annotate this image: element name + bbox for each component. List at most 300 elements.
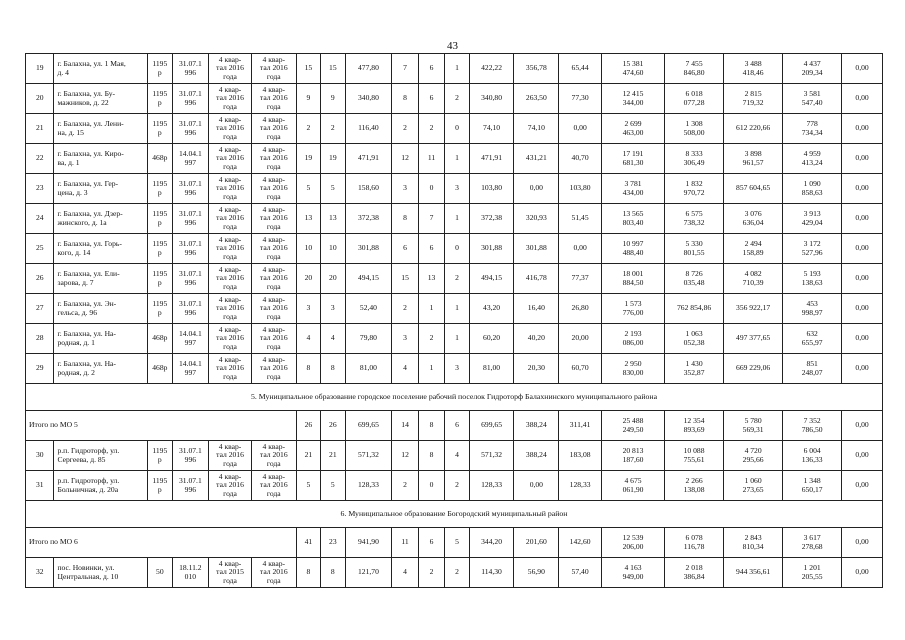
cell-year: 1195 р xyxy=(148,174,172,204)
cell-c1: 15 xyxy=(296,54,320,84)
cell-area: 121,70 xyxy=(345,558,392,588)
cell-year: 1195 р xyxy=(148,471,172,501)
cell-p1: 2 xyxy=(392,294,418,324)
total-cell-s4: 7 352 786,50 xyxy=(783,411,842,441)
cell-area: 52,40 xyxy=(345,294,392,324)
cell-c2: 21 xyxy=(321,441,345,471)
cell-q2: 4 квар- тал 2016 года xyxy=(251,441,296,471)
total-cell-a1: 699,65 xyxy=(469,411,514,441)
cell-p1: 12 xyxy=(392,144,418,174)
cell-c2: 8 xyxy=(321,354,345,384)
total-cell-s1: 25 488 249,50 xyxy=(601,411,664,441)
cell-p1: 8 xyxy=(392,204,418,234)
cell-s1: 15 381 474,60 xyxy=(601,54,664,84)
cell-date: 31.07.1 996 xyxy=(172,84,209,114)
cell-c1: 8 xyxy=(296,354,320,384)
cell-p3: 2 xyxy=(445,84,469,114)
cell-a2: 20,30 xyxy=(514,354,559,384)
table-row xyxy=(26,144,883,174)
cell-a2: 416,78 xyxy=(514,264,559,294)
cell-s2: 2 018 386,84 xyxy=(665,558,724,588)
cell-s4: 6 004 136,33 xyxy=(783,441,842,471)
cell-q2: 4 квар- тал 2016 года xyxy=(251,114,296,144)
cell-s3: 2 494 158,89 xyxy=(724,234,783,264)
cell-s5: 0,00 xyxy=(842,324,883,354)
table-row xyxy=(26,558,883,588)
cell-c1: 13 xyxy=(296,204,320,234)
cell-p2: 2 xyxy=(418,114,444,144)
cell-c1: 21 xyxy=(296,441,320,471)
cell-q1: 4 квар- тал 2016 года xyxy=(209,144,252,174)
cell-date: 14.04.1 997 xyxy=(172,324,209,354)
cell-s1: 20 813 187,60 xyxy=(601,441,664,471)
cell-s3: 1 060 273,65 xyxy=(724,471,783,501)
cell-s5: 0,00 xyxy=(842,174,883,204)
cell-date: 31.07.1 996 xyxy=(172,441,209,471)
resettlement-table xyxy=(25,53,883,588)
cell-p3: 2 xyxy=(445,558,469,588)
cell-s2: 5 330 801,55 xyxy=(665,234,724,264)
cell-c1: 5 xyxy=(296,471,320,501)
cell-s1: 2 950 830,00 xyxy=(601,354,664,384)
cell-a1: 471,91 xyxy=(469,144,514,174)
cell-area: 477,80 xyxy=(345,54,392,84)
cell-q2: 4 квар- тал 2016 года xyxy=(251,354,296,384)
cell-c2: 2 xyxy=(321,114,345,144)
cell-p3: 0 xyxy=(445,234,469,264)
cell-c2: 5 xyxy=(321,471,345,501)
cell-p1: 2 xyxy=(392,471,418,501)
cell-s3: 4 082 710,39 xyxy=(724,264,783,294)
total-cell-a2: 201,60 xyxy=(514,528,559,558)
cell-s1: 2 699 463,00 xyxy=(601,114,664,144)
cell-a2: 56,90 xyxy=(514,558,559,588)
cell-p3: 3 xyxy=(445,174,469,204)
cell-q1: 4 квар- тал 2016 года xyxy=(209,234,252,264)
cell-year: 468р xyxy=(148,144,172,174)
table-row xyxy=(26,174,883,204)
cell-s1: 3 781 434,00 xyxy=(601,174,664,204)
cell-n: 22 xyxy=(26,144,54,174)
total-cell-s3: 5 780 569,31 xyxy=(724,411,783,441)
cell-q1: 4 квар- тал 2016 года xyxy=(209,204,252,234)
cell-p1: 7 xyxy=(392,54,418,84)
cell-p2: 8 xyxy=(418,441,444,471)
cell-n: 30 xyxy=(26,441,54,471)
cell-p2: 6 xyxy=(418,234,444,264)
cell-s4: 1 201 205,55 xyxy=(783,558,842,588)
cell-s3: 3 488 418,46 xyxy=(724,54,783,84)
cell-s4: 4 959 413,24 xyxy=(783,144,842,174)
cell-q1: 4 квар- тал 2016 года xyxy=(209,441,252,471)
cell-date: 18.11.2 010 xyxy=(172,558,209,588)
cell-a1: 494,15 xyxy=(469,264,514,294)
cell-q1: 4 квар- тал 2016 года xyxy=(209,354,252,384)
total-cell-a2: 388,24 xyxy=(514,411,559,441)
cell-s3: 497 377,65 xyxy=(724,324,783,354)
cell-n: 26 xyxy=(26,264,54,294)
cell-area: 128,33 xyxy=(345,471,392,501)
cell-q2: 4 квар- тал 2016 года xyxy=(251,54,296,84)
cell-n: 19 xyxy=(26,54,54,84)
cell-date: 14.04.1 997 xyxy=(172,354,209,384)
total-cell-s1: 12 539 206,00 xyxy=(601,528,664,558)
cell-p2: 7 xyxy=(418,204,444,234)
cell-s5: 0,00 xyxy=(842,354,883,384)
cell-addr: г. Балахна, ул. Гер- цена, д. 3 xyxy=(54,174,148,204)
cell-s5: 0,00 xyxy=(842,234,883,264)
cell-c2: 9 xyxy=(321,84,345,114)
cell-area: 301,88 xyxy=(345,234,392,264)
cell-p2: 2 xyxy=(418,324,444,354)
cell-a2: 431,21 xyxy=(514,144,559,174)
cell-addr: г. Балахна, ул. Бу- мажников, д. 22 xyxy=(54,84,148,114)
cell-s2: 6 018 077,28 xyxy=(665,84,724,114)
table-row xyxy=(26,84,883,114)
cell-addr: г. Балахна, ул. Лени- на, д. 15 xyxy=(54,114,148,144)
cell-area: 494,15 xyxy=(345,264,392,294)
total-cell-p2: 6 xyxy=(418,528,444,558)
cell-a3: 20,00 xyxy=(559,324,602,354)
page-number: 43 xyxy=(447,40,458,52)
cell-area: 79,80 xyxy=(345,324,392,354)
cell-p3: 1 xyxy=(445,204,469,234)
cell-p1: 15 xyxy=(392,264,418,294)
cell-s3: 2 815 719,32 xyxy=(724,84,783,114)
cell-s1: 17 191 681,30 xyxy=(601,144,664,174)
cell-s2: 762 854,86 xyxy=(665,294,724,324)
cell-a1: 60,20 xyxy=(469,324,514,354)
total-cell-p1: 14 xyxy=(392,411,418,441)
cell-n: 27 xyxy=(26,294,54,324)
total-cell-area: 699,65 xyxy=(345,411,392,441)
table-row xyxy=(26,114,883,144)
cell-c1: 4 xyxy=(296,324,320,354)
cell-c1: 2 xyxy=(296,114,320,144)
cell-a3: 40,70 xyxy=(559,144,602,174)
cell-s4: 778 734,34 xyxy=(783,114,842,144)
total-cell-p1: 11 xyxy=(392,528,418,558)
cell-q2: 4 квар- тал 2016 года xyxy=(251,324,296,354)
cell-c1: 5 xyxy=(296,174,320,204)
cell-s4: 4 437 209,34 xyxy=(783,54,842,84)
cell-s4: 3 172 527,96 xyxy=(783,234,842,264)
cell-date: 31.07.1 996 xyxy=(172,234,209,264)
cell-a3: 65,44 xyxy=(559,54,602,84)
cell-n: 23 xyxy=(26,174,54,204)
cell-addr: г. Балахна, ул. Киро- ва, д. 1 xyxy=(54,144,148,174)
cell-a3: 0,00 xyxy=(559,234,602,264)
cell-a1: 340,80 xyxy=(469,84,514,114)
cell-c2: 13 xyxy=(321,204,345,234)
total-cell-a3: 311,41 xyxy=(559,411,602,441)
cell-q1: 4 квар- тал 2016 года xyxy=(209,174,252,204)
cell-a2: 0,00 xyxy=(514,174,559,204)
cell-date: 31.07.1 996 xyxy=(172,204,209,234)
cell-p1: 8 xyxy=(392,84,418,114)
table-row xyxy=(26,441,883,471)
cell-year: 1195 р xyxy=(148,54,172,84)
cell-p3: 0 xyxy=(445,114,469,144)
cell-a2: 356,78 xyxy=(514,54,559,84)
cell-q1: 4 квар- тал 2016 года xyxy=(209,264,252,294)
cell-p3: 1 xyxy=(445,144,469,174)
cell-c2: 15 xyxy=(321,54,345,84)
cell-p2: 13 xyxy=(418,264,444,294)
cell-addr: г. Балахна, ул. На- родная, д. 2 xyxy=(54,354,148,384)
cell-s3: 3 076 636,04 xyxy=(724,204,783,234)
cell-a1: 571,32 xyxy=(469,441,514,471)
cell-q1: 4 квар- тал 2016 года xyxy=(209,294,252,324)
cell-date: 31.07.1 996 xyxy=(172,264,209,294)
cell-c2: 10 xyxy=(321,234,345,264)
cell-a3: 51,45 xyxy=(559,204,602,234)
cell-year: 1195 р xyxy=(148,441,172,471)
cell-s2: 1 308 508,00 xyxy=(665,114,724,144)
cell-s2: 2 266 138,08 xyxy=(665,471,724,501)
cell-addr: пос. Новинки, ул. Центральная, д. 10 xyxy=(54,558,148,588)
cell-a3: 60,70 xyxy=(559,354,602,384)
cell-p2: 11 xyxy=(418,144,444,174)
total-cell-s2: 6 078 116,78 xyxy=(665,528,724,558)
cell-a1: 372,38 xyxy=(469,204,514,234)
total-label: Итого по МО 5 xyxy=(26,411,297,441)
cell-addr: р.п. Гидроторф, ул. Сергеева, д. 85 xyxy=(54,441,148,471)
cell-s3: 857 604,65 xyxy=(724,174,783,204)
cell-q1: 4 квар- тал 2015 года xyxy=(209,558,252,588)
cell-p2: 1 xyxy=(418,354,444,384)
cell-a1: 103,80 xyxy=(469,174,514,204)
cell-date: 31.07.1 996 xyxy=(172,471,209,501)
cell-a1: 81,00 xyxy=(469,354,514,384)
cell-s3: 3 898 961,57 xyxy=(724,144,783,174)
cell-q2: 4 квар- тал 2016 года xyxy=(251,204,296,234)
cell-s2: 1 063 052,38 xyxy=(665,324,724,354)
cell-a3: 128,33 xyxy=(559,471,602,501)
table-body xyxy=(26,54,883,588)
cell-s4: 632 655,97 xyxy=(783,324,842,354)
cell-c1: 9 xyxy=(296,84,320,114)
cell-p2: 0 xyxy=(418,174,444,204)
cell-a3: 77,30 xyxy=(559,84,602,114)
total-cell-s3: 2 843 810,34 xyxy=(724,528,783,558)
total-cell-a1: 344,20 xyxy=(469,528,514,558)
cell-s4: 453 998,97 xyxy=(783,294,842,324)
total-cell-s5: 0,00 xyxy=(842,411,883,441)
cell-date: 31.07.1 996 xyxy=(172,294,209,324)
cell-a1: 422,22 xyxy=(469,54,514,84)
cell-p2: 6 xyxy=(418,84,444,114)
cell-addr: г. Балахна, ул. На- родная, д. 1 xyxy=(54,324,148,354)
total-cell-p3: 5 xyxy=(445,528,469,558)
cell-s1: 18 001 884,50 xyxy=(601,264,664,294)
cell-c2: 20 xyxy=(321,264,345,294)
cell-s5: 0,00 xyxy=(842,84,883,114)
cell-year: 468р xyxy=(148,354,172,384)
cell-a3: 77,37 xyxy=(559,264,602,294)
cell-year: 468р xyxy=(148,324,172,354)
cell-a3: 0,00 xyxy=(559,114,602,144)
cell-c1: 19 xyxy=(296,144,320,174)
cell-addr: г. Балахна, ул. Эн- гельса, д. 96 xyxy=(54,294,148,324)
cell-q2: 4 квар- тал 2016 года xyxy=(251,144,296,174)
cell-s2: 6 575 738,32 xyxy=(665,204,724,234)
cell-p2: 6 xyxy=(418,54,444,84)
cell-q1: 4 квар- тал 2016 года xyxy=(209,324,252,354)
cell-a2: 0,00 xyxy=(514,471,559,501)
cell-c1: 20 xyxy=(296,264,320,294)
cell-s2: 8 726 035,48 xyxy=(665,264,724,294)
cell-addr: г. Балахна, ул. 1 Мая, д. 4 xyxy=(54,54,148,84)
cell-date: 14.04.1 997 xyxy=(172,144,209,174)
cell-p3: 3 xyxy=(445,354,469,384)
table-row xyxy=(26,354,883,384)
cell-s5: 0,00 xyxy=(842,294,883,324)
cell-p3: 4 xyxy=(445,441,469,471)
cell-c2: 5 xyxy=(321,174,345,204)
cell-q2: 4 квар- тал 2016 года xyxy=(251,234,296,264)
section-title: 5. Муниципальное образование городское поселение рабочий поселок Гидроторф Балахнинского муниципального района xyxy=(26,384,883,411)
cell-a1: 74,10 xyxy=(469,114,514,144)
table-row xyxy=(26,324,883,354)
cell-p1: 3 xyxy=(392,174,418,204)
cell-c2: 8 xyxy=(321,558,345,588)
cell-a2: 263,50 xyxy=(514,84,559,114)
cell-p1: 12 xyxy=(392,441,418,471)
cell-year: 1195 р xyxy=(148,204,172,234)
cell-a3: 183,08 xyxy=(559,441,602,471)
section-6-header xyxy=(26,501,883,528)
total-cell-c2: 23 xyxy=(321,528,345,558)
cell-c1: 10 xyxy=(296,234,320,264)
total-cell-area: 941,90 xyxy=(345,528,392,558)
cell-s3: 669 229,06 xyxy=(724,354,783,384)
total-cell-c2: 26 xyxy=(321,411,345,441)
cell-year: 1195 р xyxy=(148,234,172,264)
cell-s5: 0,00 xyxy=(842,441,883,471)
cell-p1: 4 xyxy=(392,354,418,384)
total-cell-c1: 26 xyxy=(296,411,320,441)
cell-p2: 0 xyxy=(418,471,444,501)
cell-n: 32 xyxy=(26,558,54,588)
cell-s4: 3 581 547,40 xyxy=(783,84,842,114)
cell-s3: 356 922,17 xyxy=(724,294,783,324)
cell-s5: 0,00 xyxy=(842,471,883,501)
cell-s2: 7 455 846,80 xyxy=(665,54,724,84)
total-row xyxy=(26,411,883,441)
cell-q2: 4 квар- тал 2016 года xyxy=(251,294,296,324)
cell-q2: 4 квар- тал 2016 года xyxy=(251,174,296,204)
cell-q1: 4 квар- тал 2016 года xyxy=(209,84,252,114)
cell-p1: 2 xyxy=(392,114,418,144)
cell-area: 116,40 xyxy=(345,114,392,144)
cell-a2: 74,10 xyxy=(514,114,559,144)
table-row xyxy=(26,294,883,324)
cell-s4: 851 248,07 xyxy=(783,354,842,384)
cell-s1: 12 415 344,00 xyxy=(601,84,664,114)
total-label: Итого по МО 6 xyxy=(26,528,297,558)
cell-c1: 8 xyxy=(296,558,320,588)
cell-p2: 1 xyxy=(418,294,444,324)
cell-date: 31.07.1 996 xyxy=(172,54,209,84)
total-cell-p3: 6 xyxy=(445,411,469,441)
cell-s1: 4 675 061,90 xyxy=(601,471,664,501)
cell-n: 20 xyxy=(26,84,54,114)
cell-p3: 2 xyxy=(445,471,469,501)
cell-addr: г. Балахна, ул. Дзер- жинского, д. 1а xyxy=(54,204,148,234)
cell-s1: 13 565 803,40 xyxy=(601,204,664,234)
table-row xyxy=(26,234,883,264)
cell-a1: 301,88 xyxy=(469,234,514,264)
cell-q2: 4 квар- тал 2016 года xyxy=(251,558,296,588)
cell-s1: 10 997 488,40 xyxy=(601,234,664,264)
cell-n: 24 xyxy=(26,204,54,234)
total-cell-c1: 41 xyxy=(296,528,320,558)
cell-q2: 4 квар- тал 2016 года xyxy=(251,264,296,294)
cell-year: 1195 р xyxy=(148,294,172,324)
cell-s2: 10 088 755,61 xyxy=(665,441,724,471)
cell-area: 571,32 xyxy=(345,441,392,471)
cell-s5: 0,00 xyxy=(842,144,883,174)
cell-year: 1195 р xyxy=(148,264,172,294)
cell-n: 28 xyxy=(26,324,54,354)
cell-q1: 4 квар- тал 2016 года xyxy=(209,471,252,501)
cell-a2: 320,93 xyxy=(514,204,559,234)
table-row xyxy=(26,471,883,501)
cell-s5: 0,00 xyxy=(842,54,883,84)
total-row xyxy=(26,528,883,558)
cell-a2: 40,20 xyxy=(514,324,559,354)
cell-date: 31.07.1 996 xyxy=(172,174,209,204)
table-row xyxy=(26,204,883,234)
cell-s4: 5 193 138,63 xyxy=(783,264,842,294)
total-cell-p2: 8 xyxy=(418,411,444,441)
cell-a1: 114,30 xyxy=(469,558,514,588)
cell-s5: 0,00 xyxy=(842,264,883,294)
cell-a3: 103,80 xyxy=(559,174,602,204)
cell-a3: 26,80 xyxy=(559,294,602,324)
cell-a3: 57,40 xyxy=(559,558,602,588)
cell-c2: 19 xyxy=(321,144,345,174)
cell-a2: 388,24 xyxy=(514,441,559,471)
cell-date: 31.07.1 996 xyxy=(172,114,209,144)
total-cell-s5: 0,00 xyxy=(842,528,883,558)
cell-s1: 4 163 949,00 xyxy=(601,558,664,588)
cell-area: 340,80 xyxy=(345,84,392,114)
cell-s1: 2 193 086,00 xyxy=(601,324,664,354)
cell-q2: 4 квар- тал 2016 года xyxy=(251,471,296,501)
cell-n: 21 xyxy=(26,114,54,144)
cell-year: 50 xyxy=(148,558,172,588)
cell-s4: 3 913 429,04 xyxy=(783,204,842,234)
cell-p2: 2 xyxy=(418,558,444,588)
cell-p3: 2 xyxy=(445,264,469,294)
cell-p3: 1 xyxy=(445,54,469,84)
cell-q2: 4 квар- тал 2016 года xyxy=(251,84,296,114)
cell-area: 158,60 xyxy=(345,174,392,204)
total-cell-s4: 3 617 278,68 xyxy=(783,528,842,558)
section-title: 6. Муниципальное образование Богородский муниципальный район xyxy=(26,501,883,528)
cell-q1: 4 квар- тал 2016 года xyxy=(209,54,252,84)
cell-n: 29 xyxy=(26,354,54,384)
cell-s3: 4 720 295,66 xyxy=(724,441,783,471)
cell-c1: 3 xyxy=(296,294,320,324)
cell-n: 25 xyxy=(26,234,54,264)
cell-p1: 4 xyxy=(392,558,418,588)
cell-a2: 16,40 xyxy=(514,294,559,324)
cell-addr: г. Балахна, ул. Ели- зарова, д. 7 xyxy=(54,264,148,294)
section-5-header xyxy=(26,384,883,411)
